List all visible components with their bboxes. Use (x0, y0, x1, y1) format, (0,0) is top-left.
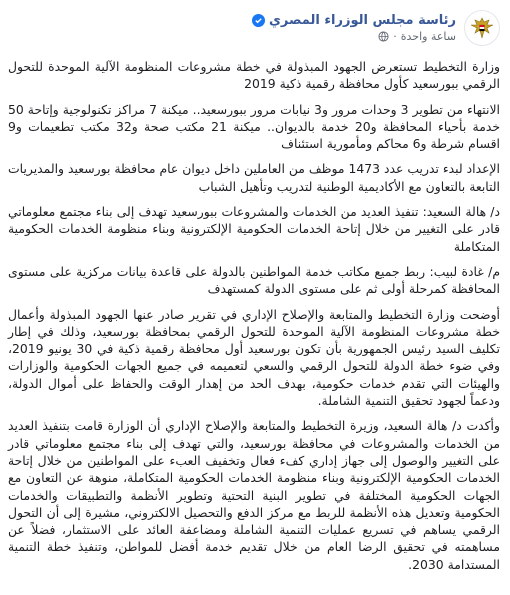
post-header (8, 4, 500, 52)
post-paragraph: د/ هالة السعيد: تنفيذ العديد من الخدمات والمشروعات ببورسعيد تهدف إلى بناء مجتمع معلوماتي قادر على التغيير من خلال إتاحة الخدمات الحكومية الإلكترونية وبناء منظومة الخدمات الحكومية المتكاملة (8, 204, 500, 254)
post-paragraph: الانتهاء من تطوير 3 وحدات مرور و3 نيابات مرور ببورسعيد.. ميكنة 7 مراكز تكنولوجية وإتاحة 50 خدمة بأحياء المحافظة و20 خدمة بالديوان.. ميكنة 21 مكتب صحة و32 مكتب تطعيمات و9 اقسام شرطة و6 محاكم ومأمورية استئناف (8, 101, 500, 152)
post-paragraph: وزارة التخطيط تستعرض الجهود المبذولة في خطة مشروعات المنظومة الآلية الموحدة للتحول الرقمي ببورسعيد كأول محافظة رقمية ذكية 2019 (8, 59, 500, 92)
post-paragraph: أوضحت وزارة التخطيط والمتابعة والإصلاح الإداري في تقرير صادر عنها الجهود المبذولة وأعمال خطة مشروعات المنظومة الآلية الموحدة للتحول الرقمي بمحافظة بورسعيد، وذلك في إطار تكليف السيد رئيس الجمهورية بأن تكون بورسعيد أول محافظة رقمية ذكية في 30 يونيو 2019، وفي ضوء خطة الدولة للتحول الرقمي والسعي لتعميمه في جميع الجهات الحكومية والوزارات والهيئات التي تقدم خدمات حكومية، بهدف الحد من إهدار الوقت والحفاظ على أموال الدولة، ودعماً لجهود تحقيق التنمية الشاملة. (8, 306, 500, 409)
post-paragraph: م/ غادة لبيب: ربط جميع مكاتب خدمة المواطنين بالدولة على قاعدة بيانات مركزية على مستوى المحافظة كمرحلة أولى ثم على مستوى الدولة كمستهدف (8, 263, 500, 297)
post-timestamp[interactable]: ساعة واحدة (400, 30, 456, 43)
verified-badge-icon (252, 14, 265, 27)
post-body (8, 58, 500, 573)
post-paragraph: وأكدت د/ هالة السعيد، وزيرة التخطيط والمتابعة والإصلاح الإداري أن الوزارة قامت بتنفيذ العديد من الخدمات والمشروعات في محافظة بورسعيد، والتي تهدف إلى بناء مجتمع معلوماتي قادر على التغيير والوصول إلى جهاز إداري كفء فعال وتخفيف العبء على المواطنين من خلال إتاحة الخدمات الحكومية الإلكترونية وبناء منظومة الخدمات الحكومية المتكاملة، منوهة عن التعاون مع الجهات الحكومية المختلفة في تطوير البنية التحتية وتطوير الأنظمة والتطبيقات والخدمات الحكومية وتعديل هذه الأنظمة للربط مع مركز الدفع والتحصيل الالكتروني، مشيرة إلى أن التحول الرقمي يساهم في تسريع عمليات التنمية الشاملة ومضاعفة العائد على الاستثمار، فضلاً عن مساهمته في تحقيق الرضا العام من خلال تقديم خدمة أفضل للمواطن، وتنفيذ خطة التنمية المستدامة 2030. (8, 418, 500, 572)
eagle-emblem-icon (469, 15, 495, 41)
page-avatar[interactable] (464, 10, 500, 46)
post-meta (252, 30, 456, 43)
page-name-row (252, 13, 456, 28)
meta-separator: · (393, 30, 397, 43)
header-text (252, 13, 456, 43)
globe-icon (378, 31, 389, 42)
page-name-link[interactable]: رئاسة مجلس الوزراء المصري (268, 13, 456, 28)
post-paragraph: الإعداد لبدء تدريب عدد 1473 موظف من العاملين داخل ديوان عام محافظة بورسعيد والمديريات التابعة بالتعاون مع الأكاديمية الوطنية لتدريب وتأهيل الشباب (8, 161, 500, 194)
